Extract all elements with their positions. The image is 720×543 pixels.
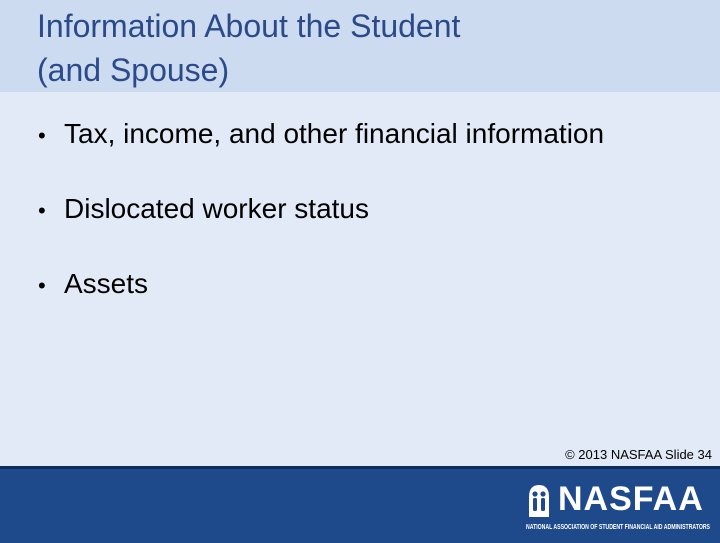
logo-wordmark: NASFAA — [558, 480, 704, 518]
svg-text:NATIONAL ASSOCIATION OF STUDEN: NATIONAL ASSOCIATION OF STUDENT FINANCIAL AID ADMINISTRATORS — [526, 524, 710, 531]
bullet-text: Dislocated worker status — [64, 193, 370, 224]
slide-footer: © 2013 NASFAA Slide 34 — [565, 447, 712, 462]
bullet-list — [38, 118, 604, 343]
nasfaa-people-icon — [526, 483, 552, 517]
nasfaa-logo — [526, 481, 710, 533]
bullet-item — [38, 193, 604, 268]
slide-title: Information About the Student (and Spouse) — [37, 8, 461, 88]
bullet-text: Tax, income, and other financial information — [64, 118, 605, 149]
bullet-item — [38, 268, 604, 343]
bullet-item — [38, 118, 604, 193]
footer-band — [0, 466, 720, 543]
bullet-symbol: • — [38, 123, 46, 148]
bullet-symbol: • — [38, 273, 46, 298]
bullet-symbol: • — [38, 198, 46, 223]
logo-tagline — [526, 521, 710, 531]
bullet-text: Assets — [64, 268, 149, 299]
